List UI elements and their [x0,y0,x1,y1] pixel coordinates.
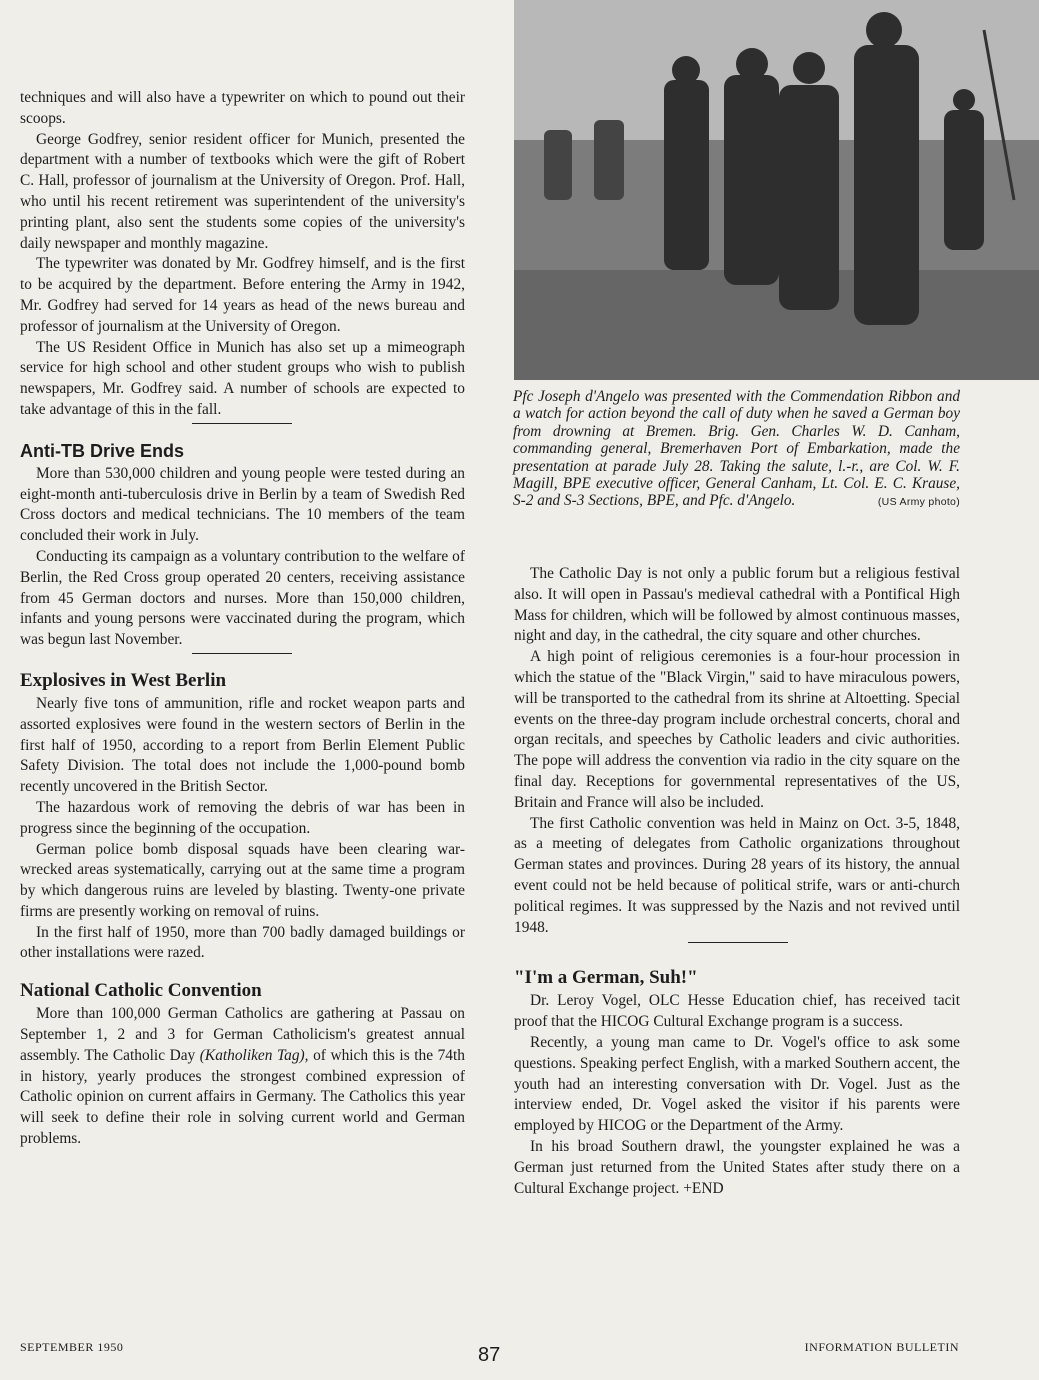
paragraph: More than 530,000 children and young people were tested during an eight-month anti-tuberculosis drive in Berlin by a team of Swedish Red Cross doctors and medical technicians. The 10 members of the team concluded their work in July. [20,464,465,545]
paragraph: German police bomb disposal squads have been clearing war-wrecked areas systematically, carrying out at the same time a program by which dangerous ruins are leveled by blasting. Twenty-one private firms are presently working on removal of ruins. [20,840,465,920]
photo-credit: (US Army photo) [877,496,960,509]
text-run-italic: (Katholiken Tag), [199,1046,309,1064]
paragraph [20,1004,465,1150]
paragraph: The typewriter was donated by Mr. Godfrey himself, and is the first to be acquired by the department. Before entering the Army in 1942, Mr. Godfrey had served for 14 years as head of the news bureau and professor of journalism at the University of Oregon. [20,255,465,335]
footer-publication: INFORMATION BULLETIN [804,1340,959,1354]
caption-text: Pfc Joseph d'Angelo was presented with the Commendation Ribbon and a watch for action beyond the call of duty when he saved a German boy from drowning at Bremen. Brig. Gen. Charles W. D. Canham, commanding general, Bremerhaven Port of Embarkation, made the presentation at parade July 28. Taking the salute, l.-r., are Col. W. F. Magill, BPE executive officer, General Canham, Lt. Col. E. C. Krause, S-2 and S-3 Sections, BPE, and Pfc. d'Angelo. [513,388,960,510]
paragraph: The US Resident Office in Munich has also set up a mimeograph service for high school and other student groups who wish to publish newspapers, Mr. Godfrey said. A number of schools are expected to take advantage of this in the fall. [20,338,465,418]
paragraph: George Godfrey, senior resident officer for Munich, presented the department with a number of textbooks which were the gift of Robert C. Hall, professor of journalism at the University of Oregon. Prof. Hall, who until his recent retirement was superintendent of the university's printing plant, also sent the students some copies of the university's daily newspaper and monthly magazine. [20,130,465,252]
paragraph: Nearly five tons of ammunition, rifle and rocket weapon parts and assorted explosives were found in the western sectors of Berlin in the first half of 1950, according to a report from Berlin Element Public Safety Division. The total does not include the 1,000-pound bomb recently uncovered in the British Sector. [20,694,465,796]
photo-caption [513,388,960,512]
page-number: 87 [478,1344,501,1366]
section-divider [192,653,292,654]
paragraph [514,1137,960,1199]
section-divider [192,423,292,424]
end-mark: +END [683,1179,724,1197]
text-run: In his broad Southern drawl, the youngster explained he was a German just returned from the United States after study there on a Cultural Exchange project. [514,1137,960,1197]
text-run: More than 100,000 German Catholics are gathering at Passau on September 1, 2 and 3 for German Catholicism's greatest annual assembly. The Catholic Day [20,1005,465,1064]
heading-im-a-german: "I'm a German, Suh!" [514,967,698,989]
paragraph: The first Catholic convention was held in Mainz on Oct. 3-5, 1848, as a meeting of delegates from Catholic organizations throughout German states and provinces. During 28 years of its history, the annual event could not be held because of political strife, wars or anti-church political regimes. It was suppressed by the Nazis and not revived until 1948. [514,814,960,936]
paragraph: The Catholic Day is not only a public forum but a religious festival also. It will open in Passau's medieval cathedral with a Pontifical High Mass for children, which will be followed by almost continuous masses, night and day, in the cathedral, the city square and other churches. [514,565,960,645]
text-run: of which this is the 74th in history, yearly produces the strongest combined expression of Catholic opinion on current affairs in Germany. The Catholics this year will seek to define their role in solving current world and German problems. [20,1046,465,1148]
photo-saluting-officers [514,0,1039,380]
paragraph: Recently, a young man came to Dr. Vogel's office to ask some questions. Speaking perfect English, with a marked Southern accent, the youth had an interesting conversation with Dr. Vogel. Just as the interview ended, Dr. Vogel asked the visitor if his parents were employed by HICOG or the Department of the Army. [514,1033,960,1135]
right-column [514,564,960,1199]
footer-date: SEPTEMBER 1950 [20,1340,124,1354]
heading-anti-tb: Anti-TB Drive Ends [20,440,185,461]
paragraph: techniques and will also have a typewriter on which to pound out their scoops. [20,89,465,127]
paragraph: Conducting its campaign as a voluntary contribution to the welfare of Berlin, the Red Cross group operated 20 centers, receiving assistance from 45 German doctors and nurses. More than 150,000 children, infants and young persons were vaccinated during the program, which was begun last November. [20,547,465,649]
heading-explosives: Explosives in West Berlin [20,669,227,691]
paragraph: Dr. Leroy Vogel, OLC Hesse Education chief, has received tacit proof that the HICOG Cultural Exchange program is a success. [514,992,960,1031]
paragraph: The hazardous work of removing the debris of war has been in progress since the beginning of the occupation. [20,798,465,837]
left-column [20,88,465,1150]
paragraph: A high point of religious ceremonies is a four-hour procession in which the statue of the "Black Virgin," said to have miraculous powers, will be transported to the cathedral from its shrine at Altoetting. Special events on the three-day program include orchestral concerts, choral and organ recitals, and speeches by Catholic leaders and civic authorities. The pope will address the convention via radio in the city square on the final day. Receptions for governmental representatives of the US, Britain and France will also be included. [514,648,960,811]
paragraph: In the first half of 1950, more than 700 badly damaged buildings or other installations were razed. [20,923,465,962]
section-divider [688,942,788,943]
heading-catholic-convention: National Catholic Convention [20,980,262,1002]
